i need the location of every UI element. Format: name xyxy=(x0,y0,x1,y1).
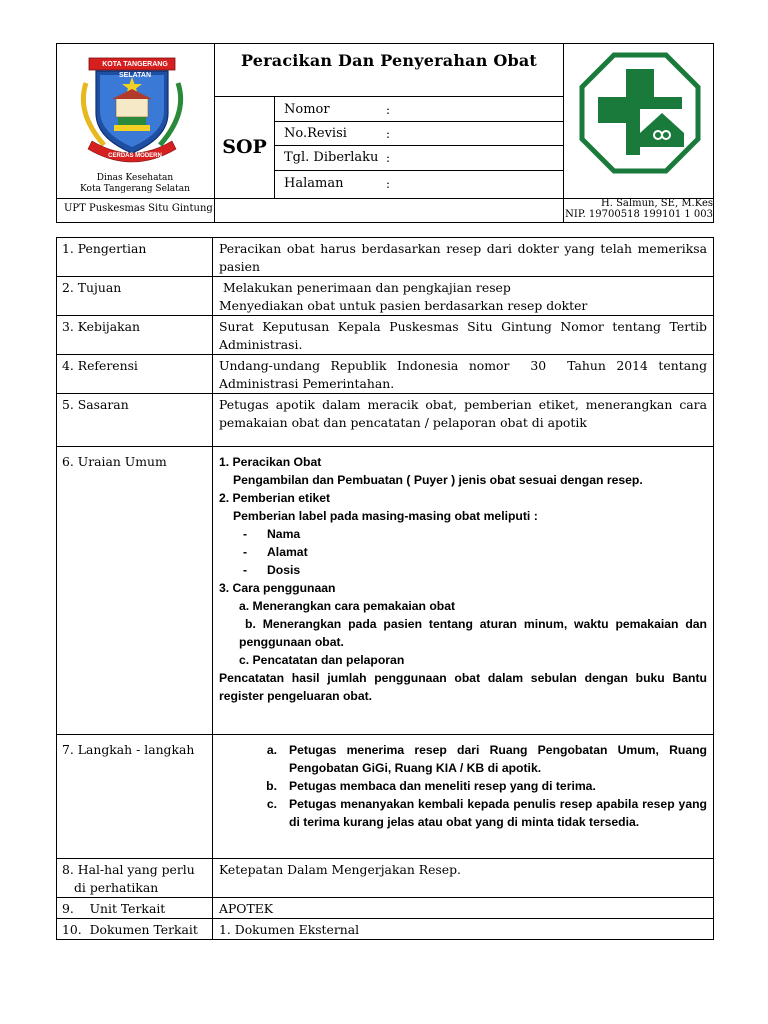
signer-nip: NIP. 19700518 199101 1 003 xyxy=(565,209,713,220)
row-label: 4. Referensi xyxy=(57,355,213,394)
step-marker: a. xyxy=(266,743,277,757)
meta-tgl-label: Tgl. Diberlaku xyxy=(284,150,379,165)
meta-nomor-label: Nomor xyxy=(284,102,330,117)
row-kebijakan xyxy=(57,316,714,355)
meta-halaman-colon: : xyxy=(386,177,391,191)
meta-tgl-colon: : xyxy=(386,151,391,165)
bullet-dash: - xyxy=(243,545,248,559)
row-label: 2. Tujuan xyxy=(57,277,213,316)
signer-block xyxy=(563,198,713,220)
sop-label: SOP xyxy=(222,136,267,158)
step-marker: b. xyxy=(266,779,277,793)
step-item xyxy=(219,795,707,831)
section-paragraph: Pencatatan hasil jumlah penggunaan obat dalam sebulan dengan buku Bantu register pengeluaran obat. xyxy=(219,671,707,703)
content-line: Melakukan penerimaan dan pengkajian resep xyxy=(219,280,511,295)
row-label: 7. Langkah - langkah xyxy=(57,735,213,859)
row-label: 8. Hal-hal yang perlu di perhatikan xyxy=(57,859,213,898)
step-text: Petugas menanyakan kembali kepada penulis resep apabila resep yang di terima kurang jelas atau obat yang di minta tidak tersedia. xyxy=(289,797,707,829)
signer-name: H. Salmun, SE, M.Kes xyxy=(601,198,713,209)
row-label: 6. Uraian Umum xyxy=(57,447,213,735)
row-content: APOTEK xyxy=(213,898,714,919)
step-item xyxy=(219,777,707,795)
bullet-dash: - xyxy=(243,527,248,541)
row-label: 5. Sasaran xyxy=(57,394,213,447)
section-heading: 3. Cara penggunaan xyxy=(219,581,336,595)
row-dokumen-terkait xyxy=(57,919,714,940)
section-text: b. Menerangkan pada pasien tentang aturan minum, waktu pemakaian dan penggunaan obat. xyxy=(239,617,707,649)
bullet-dash: - xyxy=(243,563,248,577)
meta-revisi-label: No.Revisi xyxy=(284,126,347,141)
row-content: Ketepatan Dalam Mengerjakan Resep. xyxy=(213,859,714,898)
row-referensi xyxy=(57,355,714,394)
row-pengertian xyxy=(57,238,714,277)
sop-content-table xyxy=(56,237,714,940)
logo-banner-text: KOTA TANGERANG SELATAN xyxy=(102,61,168,79)
section-text: Pemberian label pada masing-masing obat meliputi : xyxy=(233,509,538,523)
row-content: Undang-undang Republik Indonesia nomor 30 Tahun 2014 tentang Administrasi Pemerintahan. xyxy=(213,355,714,394)
step-marker: c. xyxy=(266,797,277,811)
row-content: Peracikan obat harus berdasarkan resep dari dokter yang telah memeriksa pasien xyxy=(213,238,714,277)
row-content: Surat Keputusan Kepala Puskesmas Situ Gintung Nomor tentang Tertib Administrasi. xyxy=(213,316,714,355)
section-text: a. Menerangkan cara pemakaian obat xyxy=(239,599,456,613)
row-uraian-umum xyxy=(57,447,714,735)
row-hal-hal xyxy=(57,859,714,898)
step-item xyxy=(219,741,707,777)
meta-revisi-colon: : xyxy=(386,127,391,141)
row-content xyxy=(213,277,714,316)
row-label: 3. Kebijakan xyxy=(57,316,213,355)
bullet-item: - Alamat xyxy=(243,545,308,559)
row-label: 9. Unit Terkait xyxy=(57,898,213,919)
row-tujuan xyxy=(57,277,714,316)
row-content: Petugas apotik dalam meracik obat, pemberian etiket, menerangkan cara pemakaian obat dan pencatatan / pelaporan obat di apotik xyxy=(213,394,714,447)
row-content xyxy=(213,447,714,735)
puskesmas-logo xyxy=(578,51,702,179)
row-content: 1. Dokumen Eksternal xyxy=(213,919,714,940)
row-sasaran xyxy=(57,394,714,447)
content-line: Menyediakan obat untuk pasien berdasarkan resep dokter xyxy=(219,298,588,313)
bullet-item: - Nama xyxy=(243,527,301,541)
sop-header xyxy=(56,43,714,223)
section-text: c. Pencatatan dan pelaporan xyxy=(239,653,405,667)
meta-nomor-colon: : xyxy=(386,103,391,117)
row-unit-terkait xyxy=(57,898,714,919)
row-label: 1. Pengertian xyxy=(57,238,213,277)
section-heading: 2. Pemberian etiket xyxy=(219,491,331,505)
row-label: 10. Dokumen Terkait xyxy=(57,919,213,940)
logo-motto-text: CERDAS MODERN RELIGIUS xyxy=(108,153,162,170)
row-langkah xyxy=(57,735,714,859)
agency-name-line2: Kota Tangerang Selatan xyxy=(80,184,190,194)
section-heading: 1. Peracikan Obat xyxy=(219,455,322,469)
section-text: Pengambilan dan Pembuatan ( Puyer ) jenis obat sesuai dengan resep. xyxy=(233,473,643,487)
document-title: Peracikan Dan Penyerahan Obat xyxy=(240,51,538,70)
agency-name-line1: Dinas Kesehatan xyxy=(96,173,174,183)
bullet-item: - Dosis xyxy=(243,563,301,577)
step-text: Petugas menerima resep dari Ruang Pengobatan Umum, Ruang Pengobatan GiGi, Ruang KIA / KB di apotik. xyxy=(289,743,707,775)
row-content xyxy=(213,735,714,859)
unit-name: UPT Puskesmas Situ Gintung xyxy=(64,203,213,214)
city-logo xyxy=(56,43,214,198)
meta-halaman-label: Halaman xyxy=(284,176,344,191)
step-text: Petugas membaca dan meneliti resep yang di terima. xyxy=(289,779,596,793)
